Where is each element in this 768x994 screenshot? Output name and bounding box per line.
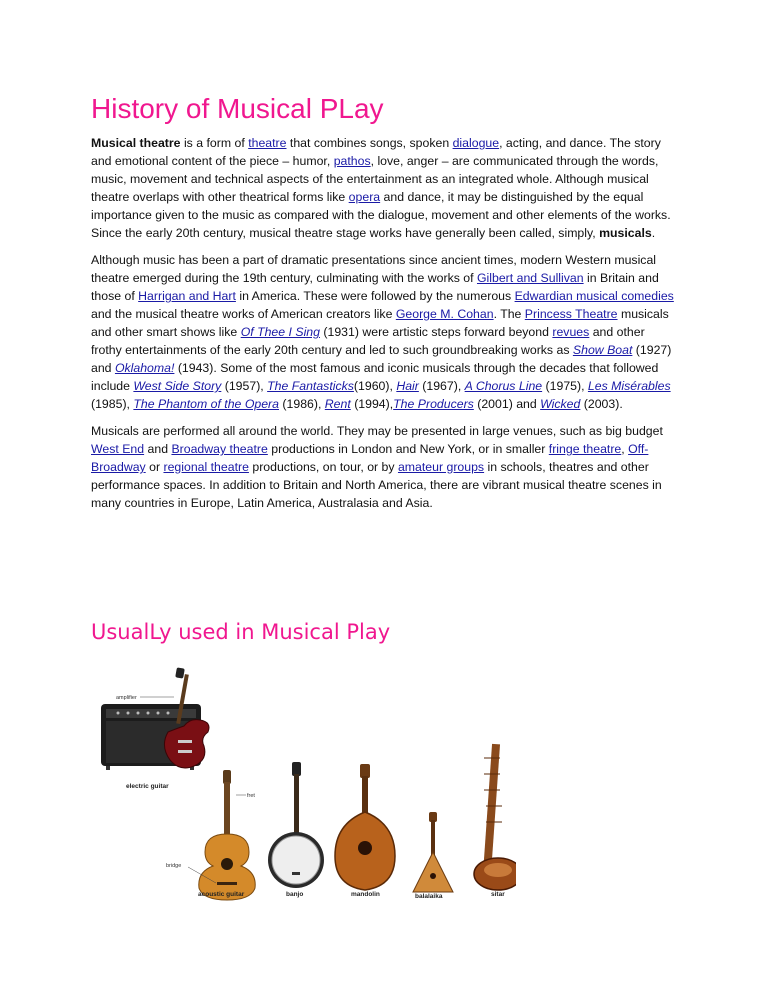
sitar-image <box>474 744 516 890</box>
link-phantom-of-the-opera[interactable]: The Phantom of the Opera <box>133 397 279 411</box>
link-dialogue[interactable]: dialogue <box>452 136 500 150</box>
link-revues[interactable]: revues <box>552 325 590 339</box>
paragraph-intro: Musical theatre is a form of theatre that combines songs, spoken dialogue, acting, and dance. The story and emotional content of the piece – humor, pathos, love, anger – are communicated through the words, music, movement and technical aspects of the entertainment as an integrated whole. Although musical theatre overlaps with other theatrical forms like opera and dance, it may be distinguished by the equal importance given to the music as compared with the dialogue, movement and other elements of the works. Since the early 20th century, musical theatre stage works have generally been called, simply, musicals. <box>91 136 671 240</box>
link-fringe-theatre[interactable]: fringe theatre <box>548 442 622 456</box>
link-theatre[interactable]: theatre <box>248 136 287 150</box>
link-the-fantasticks[interactable]: The Fantasticks <box>267 379 354 393</box>
link-amateur-groups[interactable]: amateur groups <box>397 460 485 474</box>
link-princess-theatre[interactable]: Princess Theatre <box>524 307 618 321</box>
bold-term: musicals <box>599 226 652 240</box>
link-pathos[interactable]: pathos <box>333 154 371 168</box>
bridge-label: bridge <box>166 863 182 869</box>
paragraph-history: Although music has been a part of dramatic presentations since ancient times, modern Western musical theatre emerged during the 19th century, culminating with the works of Gilbert and Sullivan in Britain and those of Harrigan and Hart in America. These were followed by the numerous Edwardian musical comedies and the musical theatre works of American creators like George M. Cohan. The Princess Theatre musicals and other smart shows like Of Thee I Sing (1931) were artistic steps forward beyond revues and other frothy entertainments of the early 20th century and led to such groundbreaking works as Show Boat (1927) and Oklahoma! (1943). Some of the most famous and iconic musicals through the decades that followed include West Side Story (1957), The Fantasticks(1960), Hair (1967), A Chorus Line (1975), Les Misérables (1985), The Phantom of the Opera (1986), Rent (1994),The Producers (2001) and Wicked (2003). <box>91 253 674 411</box>
link-regional-theatre[interactable]: regional theatre <box>163 460 249 474</box>
link-opera[interactable]: opera <box>348 190 381 204</box>
link-hair[interactable]: Hair <box>396 379 419 393</box>
acoustic-guitar-image <box>199 770 255 900</box>
link-harrigan-hart[interactable]: Harrigan and Hart <box>138 289 236 303</box>
link-oklahoma[interactable]: Oklahoma! <box>114 361 175 375</box>
bold-term: Musical theatre <box>91 136 181 150</box>
link-les-miserables[interactable]: Les Misérables <box>587 379 671 393</box>
link-wicked[interactable]: Wicked <box>540 397 581 411</box>
mandolin-label: mandolin <box>351 891 380 898</box>
paragraph-worldwide: Musicals are performed all around the world. They may be presented in large venues, such as big budget West End and Broadway theatre productions in London and New York, or in smaller fringe theatre, Off-Broadway or regional theatre productions, on tour, or by amateur groups in schools, theatres and other performance spaces. In addition to Britain and North America, there are vibrant musical theatre scenes in many countries in Europe, Latin America, Australasia and Asia. <box>91 424 663 510</box>
balalaika-image <box>413 812 453 892</box>
link-a-chorus-line[interactable]: A Chorus Line <box>464 379 543 393</box>
sitar-label: sitar <box>491 891 505 898</box>
link-the-producers[interactable]: The Producers <box>393 397 474 411</box>
instruments-figure <box>96 662 516 902</box>
link-west-side-story[interactable]: West Side Story <box>133 379 222 393</box>
amplifier-label: amplifier <box>116 695 137 701</box>
mandolin-image <box>335 764 395 890</box>
link-rent[interactable]: Rent <box>324 397 351 411</box>
electric-guitar-label: electric guitar <box>126 783 169 790</box>
link-broadway-theatre[interactable]: Broadway theatre <box>171 442 268 456</box>
section-heading: UsualLy used in Musical Play <box>91 620 391 644</box>
link-george-cohan[interactable]: George M. Cohan <box>395 307 494 321</box>
fret-label: fret <box>247 793 255 799</box>
link-of-thee-i-sing[interactable]: Of Thee I Sing <box>240 325 320 339</box>
link-west-end[interactable]: West End <box>91 442 145 456</box>
link-edwardian-musical-comedies[interactable]: Edwardian musical comedies <box>514 289 674 303</box>
article-body <box>91 134 677 521</box>
link-off-broadway[interactable]: Off-Broadway <box>91 442 649 474</box>
banjo-label: banjo <box>286 891 304 898</box>
page-title: History of Musical PLay <box>91 93 384 124</box>
link-show-boat[interactable]: Show Boat <box>572 343 633 357</box>
link-gilbert-sullivan[interactable]: Gilbert and Sullivan <box>476 271 584 285</box>
acoustic-guitar-label: acoustic guitar <box>198 891 245 898</box>
banjo-image <box>268 762 324 888</box>
balalaika-label: balalaika <box>415 893 443 900</box>
